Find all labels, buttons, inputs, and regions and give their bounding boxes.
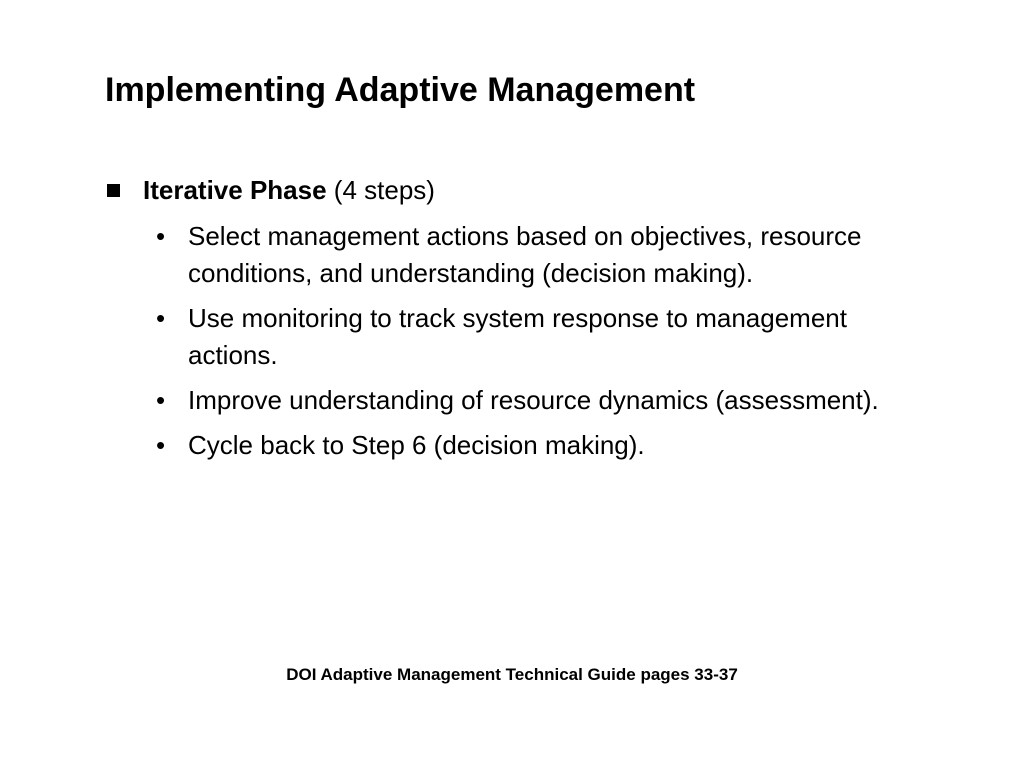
sub-bullet-text: Use monitoring to track system response to management actions. bbox=[188, 303, 847, 370]
bullet-dot-icon: • bbox=[156, 303, 166, 333]
sub-bullet-item bbox=[156, 427, 927, 464]
sub-bullet-text: Improve understanding of resource dynamics (assessment). bbox=[188, 385, 879, 415]
sub-bullet-text: Cycle back to Step 6 (decision making). bbox=[188, 430, 645, 460]
footer-reference: DOI Adaptive Management Technical Guide pages 33-37 bbox=[286, 665, 738, 684]
sub-bullet-list bbox=[107, 218, 927, 464]
bullet-dot-icon: • bbox=[156, 385, 166, 415]
phase-detail: (4 steps) bbox=[333, 175, 435, 205]
main-bullet-row bbox=[107, 174, 927, 206]
slide-title: Implementing Adaptive Management bbox=[105, 71, 696, 109]
sub-bullet-item bbox=[156, 382, 927, 419]
main-bullet bbox=[107, 174, 927, 472]
square-bullet-icon bbox=[107, 184, 120, 197]
sub-bullet-item bbox=[156, 218, 927, 292]
phase-heading: Iterative Phase bbox=[143, 175, 327, 205]
main-bullet-text bbox=[143, 174, 435, 206]
sub-bullet-item bbox=[156, 300, 927, 374]
sub-bullet-text: Select management actions based on objectives, resource conditions, and understanding (decision making). bbox=[188, 221, 862, 288]
bullet-dot-icon: • bbox=[156, 430, 166, 460]
bullet-dot-icon: • bbox=[156, 221, 166, 251]
